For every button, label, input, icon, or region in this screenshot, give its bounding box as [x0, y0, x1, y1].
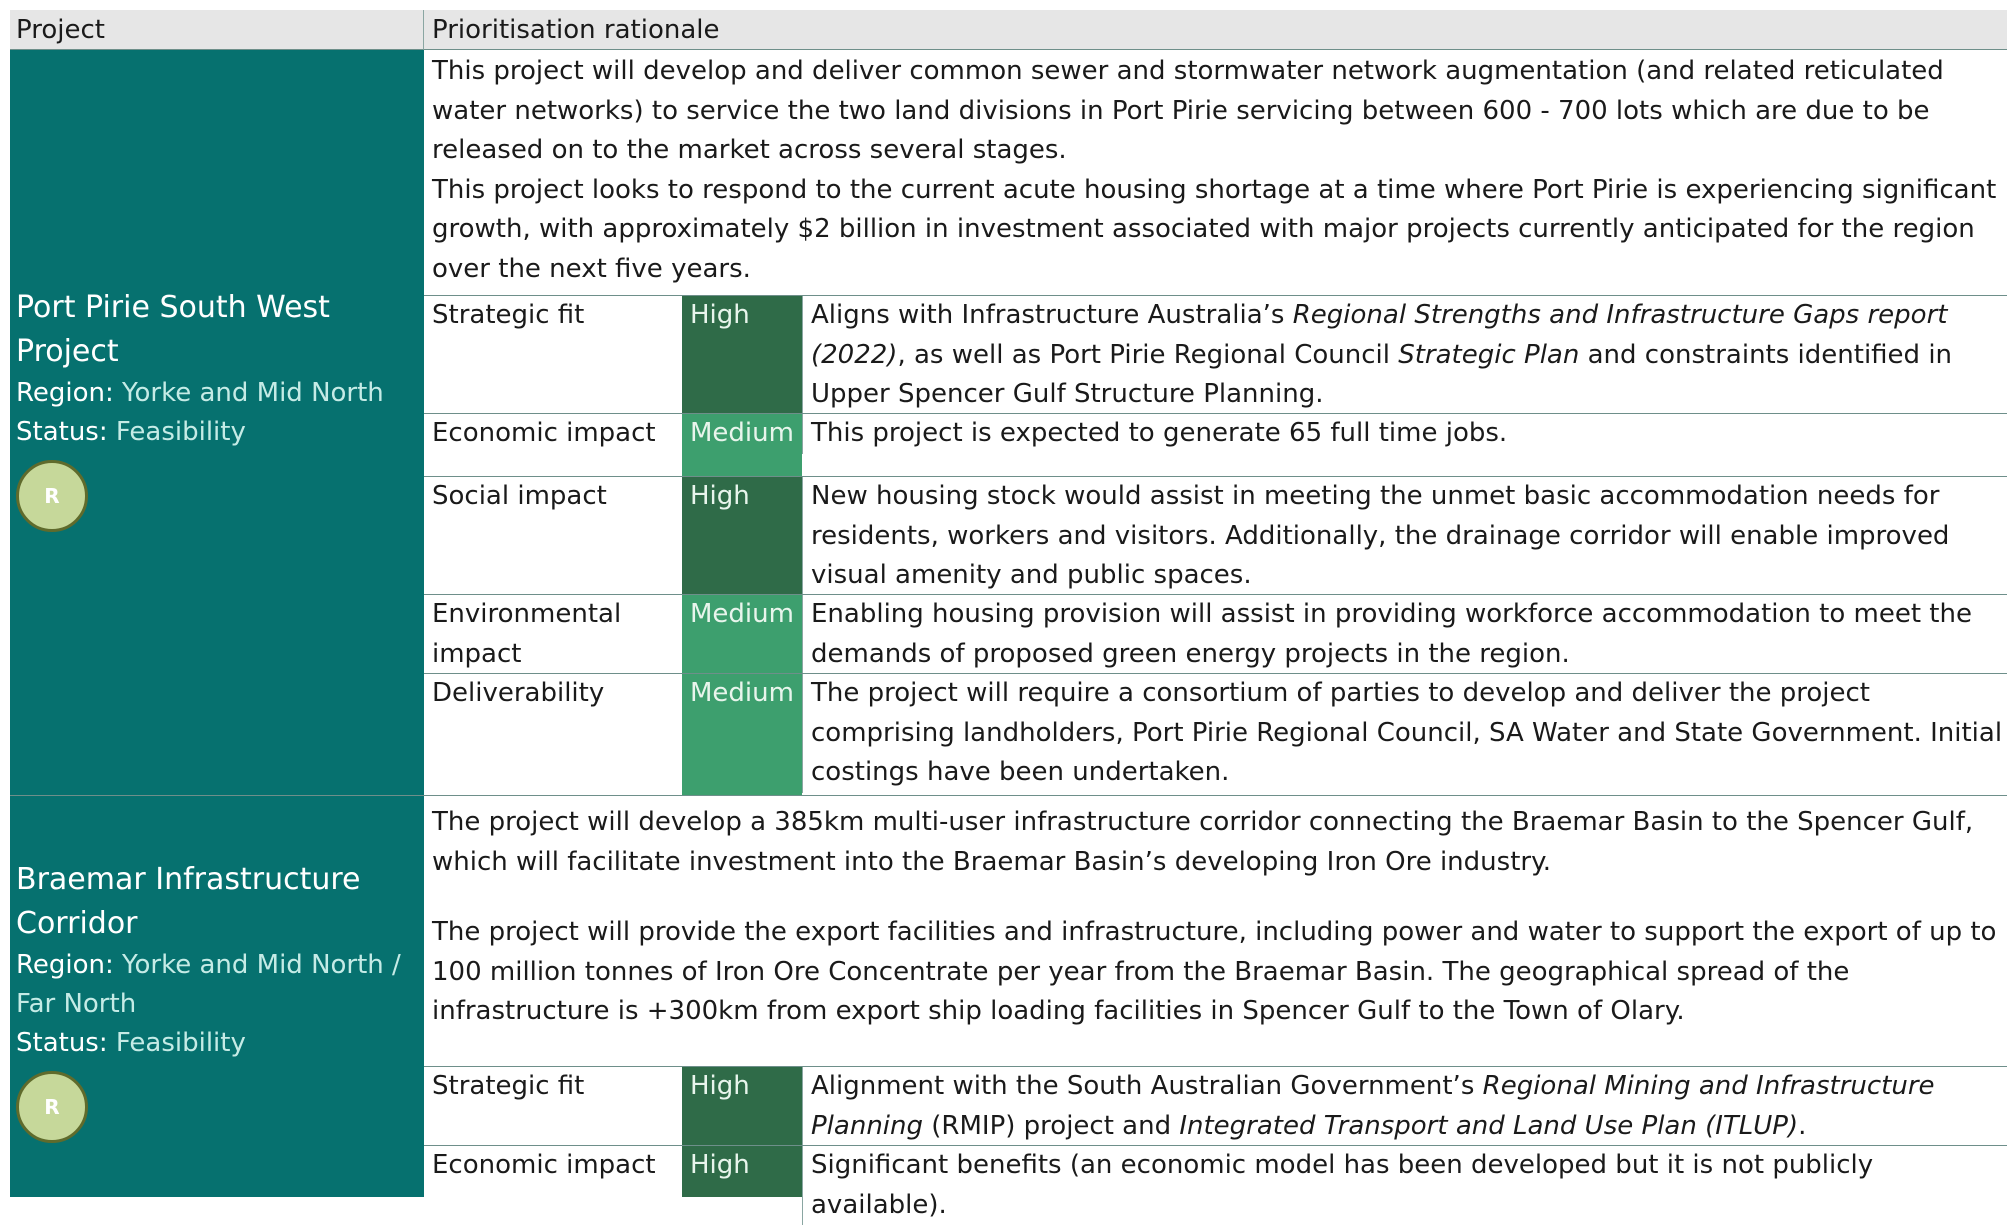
criterion-rating: High	[682, 296, 802, 413]
column-header-project: Project	[10, 10, 424, 50]
criterion-label: Strategic fit	[432, 1071, 585, 1101]
criterion-text	[802, 1067, 2007, 1146]
status-value: Feasibility	[115, 417, 246, 447]
region-value: Yorke and Mid North	[122, 378, 384, 408]
intro-paragraph: The project will provide the export facilities and infrastructure, including power and water to support the export of up to 100 million tonnes of Iron Ore Concentrate per year from the Braemar Basin. The geographical spread of the infrastructure is +300km from export ship loading facilities in Spencer Gulf to the Town of Olary.	[432, 917, 1997, 1026]
italic-run: Strategic Plan	[1398, 339, 1580, 370]
project-status	[16, 413, 424, 452]
criterion-text	[802, 296, 2007, 415]
criterion-row	[424, 673, 2007, 795]
project-name-line2: Project	[16, 334, 119, 369]
status-value: Feasibility	[115, 1028, 246, 1058]
rag-status-badge: R	[16, 1071, 88, 1143]
criterion-rating: High	[682, 1146, 802, 1197]
project-name-line2: Corridor	[16, 906, 138, 941]
project-region	[16, 946, 424, 985]
text-run: and constraints identified in Upper Spencer Gulf Structure Planning.	[811, 339, 1953, 409]
criterion-row	[424, 295, 2007, 413]
column-header-rationale: Prioritisation rationale	[424, 10, 2007, 50]
criterion-row	[424, 1145, 2007, 1220]
criterion-label: Strategic fit	[432, 300, 585, 330]
status-label: Status:	[16, 1028, 108, 1058]
project-intro	[424, 50, 2007, 295]
criterion-text: This project is expected to generate 65 full time jobs.	[802, 414, 2007, 454]
project-cell-port-pirie	[10, 50, 424, 795]
italic-run: Regional Strengths and Infrastructure Gaps report (2022)	[811, 300, 1948, 370]
criterion-label: Social impact	[432, 481, 607, 511]
criterion-label: Deliverability	[432, 678, 605, 708]
intro-paragraph: The project will develop a 385km multi-user infrastructure corridor connecting the Braemar Basin to the Spencer Gulf, which will facilitate investment into the Braemar Basin’s developing Iron Ore industry.	[432, 807, 1974, 877]
criterion-row	[424, 1066, 2007, 1145]
prioritisation-table	[10, 10, 2007, 1220]
criterion-text: Significant benefits (an economic model has been developed but it is not publicly available).	[802, 1146, 2007, 1225]
criterion-row	[424, 476, 2007, 594]
criterion-rating: Medium	[682, 414, 802, 476]
region-label: Region:	[16, 378, 114, 408]
text-run: .	[1798, 1110, 1807, 1141]
criterion-text: The project will require a consortium of parties to develop and deliver the project comprising landholders, Port Pirie Regional Council, SA Water and State Government. Initial costings have been undertaken.	[802, 674, 2007, 793]
project-region	[16, 374, 424, 413]
criterion-row	[424, 413, 2007, 476]
project-cell-braemar	[10, 796, 424, 1197]
project-status	[16, 1024, 424, 1063]
text-run: Alignment with the South Australian Government’s	[811, 1071, 1483, 1101]
status-label: Status:	[16, 417, 108, 447]
criterion-rating: Medium	[682, 674, 802, 795]
project-intro	[424, 796, 2007, 1066]
region-label: Region:	[16, 950, 114, 980]
criterion-rating: Medium	[682, 595, 802, 673]
region-value: Yorke and Mid North /	[122, 950, 401, 980]
text-run: , as well as Port Pirie Regional Council	[897, 339, 1399, 370]
project-region-cont: Far North	[16, 989, 137, 1019]
criterion-text: New housing stock would assist in meeting the unmet basic accommodation needs for residents, workers and visitors. Additionally, the drainage corridor will enable improved visual amenity and public spaces.	[802, 477, 2007, 596]
criterion-label: Economic impact	[432, 1150, 656, 1180]
project-name-line1: Port Pirie South West	[16, 290, 330, 325]
criterion-label: Economic impact	[432, 418, 656, 448]
intro-paragraph: This project looks to respond to the current acute housing shortage at a time where Port Pirie is experiencing significant growth, with approximately $2 billion in investment associated with major projects currently anticipated for the region over the next five years.	[432, 174, 1997, 284]
criterion-label: Environmental impact	[432, 599, 622, 669]
italic-run: Regional Mining and Infrastructure Planning	[811, 1071, 1935, 1141]
criterion-text: Enabling housing provision will assist in providing workforce accommodation to meet the demands of proposed green energy projects in the region.	[802, 595, 2007, 674]
text-run: (RMIP) project and	[923, 1110, 1180, 1141]
italic-run: Integrated Transport and Land Use Plan (ITLUP)	[1179, 1110, 1799, 1141]
criterion-rating: High	[682, 1067, 802, 1145]
project-name-line1: Braemar Infrastructure	[16, 862, 361, 897]
text-run: Aligns with Infrastructure Australia’s	[811, 300, 1293, 330]
intro-paragraph: This project will develop and deliver common sewer and stormwater network augmentation (and related reticulated water networks) to service the two land divisions in Port Pirie servicing between 600 - 700 lots which are due to be released on to the market across several stages.	[432, 56, 1944, 165]
criterion-row	[424, 594, 2007, 673]
criterion-rating: High	[682, 477, 802, 594]
rag-status-badge: R	[16, 460, 88, 532]
